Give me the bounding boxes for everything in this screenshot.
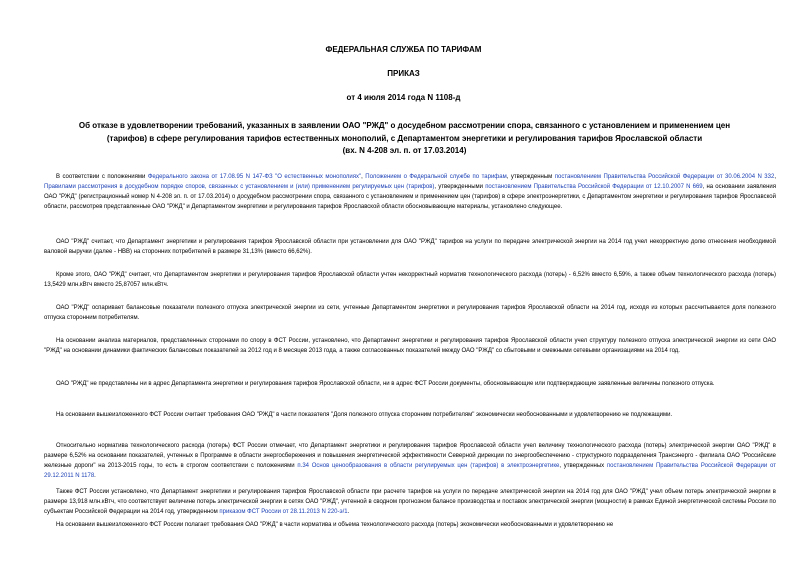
paragraph-losses-volume (44, 487, 776, 517)
paragraph-no-documents: ОАО "РЖД" не представлены ни в адрес Департамента энергетики и регулирования тарифов Ярославской области, ни в адрес ФСТ России документы, обосновывающие или подтверждающие заявленные величины полезного отпуска. (56, 381, 715, 387)
link-fst-order-220[interactable]: приказом ФСТ России от 28.11.2013 N 220-э/1 (219, 509, 348, 515)
text-run: . (347, 509, 350, 515)
text-run: , утвержденных (559, 463, 607, 469)
link-fst-regulation[interactable]: Положением о Федеральной службе по тарифам (365, 174, 507, 180)
link-government-decree-1178[interactable]: постановлением Правительства Российской Федерации от 29.12.2011 N 1178 (44, 463, 776, 479)
paragraph-rzd-disputes-balance: ОАО "РЖД" оспаривает балансовые показатели полезного отпуска электрической энергии из сети, учтенные Департаментом энергетики и регулирования тарифов Ярославской области на 2014 год, исходя из которых рассчитывается доля полезного отпуска сторонним потребителям. (44, 305, 776, 321)
paragraph-conclusion-share: На основании вышеизложенного ФСТ России считает требования ОАО "РЖД" в части показателя "Доля полезного отпуска сторонним потребителям" экономически необоснованными и удовлетворению не подлежащими. (56, 412, 673, 418)
link-government-decree-669[interactable]: постановлением Правительства Российской Федерации от 12.10.2007 N 669 (485, 184, 703, 190)
link-dispute-rules[interactable]: Правилами рассмотрения в досудебном порядке споров, связанных с установлением и (или) применением регулируемых цен (тарифов) (44, 184, 435, 190)
paragraph-conclusion-losses: На основании вышеизложенного ФСТ России полагает требования ОАО "РЖД" в части норматива и объема технологического расхода (потерь) экономически необоснованными и удовлетворению не (56, 522, 614, 528)
link-federal-law-147[interactable]: Федерального закона от 17.08.95 N 147-ФЗ "О естественных монополиях" (147, 174, 362, 180)
paragraph-legal-basis (44, 172, 776, 212)
paragraph-rzd-claim-losses: Кроме этого, ОАО "РЖД" считает, что Департаментом энергетики и регулирования тарифов Ярославской области учтен некорректный норматив технологического расхода (потерь) - 6,52% вместо 6,59%, а также объем технологического расхода (потерь) 13,5429 млн.кВтч вместо 25,87057 млн.кВтч. (44, 272, 776, 288)
text-run: , на основании заявления ОАО "РЖД" (регистрационный номер N 4-208 эл. п. от 17.03.2014) о досудебном рассмотрении спора, связанного с установлением и применением цен (тарифов) в сфере электроэнергетики, с Департаментом энергетики и регулирования тарифов Ярославской области, рассмотрев представленные ОАО "РЖД" и Департаментом энергетики и регулирования тарифов Ярославской области обосновывающие материалы, установлено следующее. (44, 184, 777, 210)
text-run: , (774, 174, 776, 180)
text-run: Относительно норматива технологического расхода (потерь) ФСТ России отмечает, что Департамент энергетики и регулирования тарифов Ярославской области учел величину технологического расхода (потерь) электрической энергии ОАО "РЖД" в размере 6,52% на основании показателей, учтенных в Программе в области энергосбережения и повышения энергетической эффективности Северной дирекции по энергообеспечению - структурного подразделения Трансэнерго - филиала ОАО "Российские железные дороги" на 2013-2015 годы, то есть в строгом соответствии с положениями (44, 443, 776, 469)
text-run: В соответствии с положениями (56, 174, 148, 180)
document-type: ПРИКАЗ (387, 69, 420, 78)
text-run: , утвержденным (506, 174, 555, 180)
text-run: , утвержденными (434, 184, 486, 190)
document-title (44, 120, 765, 158)
paragraph-analysis: На основании анализа материалов, представленных сторонами по спору в ФСТ России, установлено, что Департамент энергетики и регулирования тарифов Ярославской области учел структуру полезного отпуска электрической энергии из сети ОАО "РЖД" на основании динамики фактических балансовых показателей за 2012 год и 8 месяцев 2013 года, а также согласованных показателей между ОАО "РЖД" со сбытовыми и смежными сетевыми организациями на 2014 год. (44, 338, 776, 354)
paragraph-losses-norm (44, 441, 776, 481)
document-date-number: от 4 июля 2014 года N 1108-д (346, 93, 461, 102)
text-run: , (361, 174, 366, 180)
link-pricing-basics-p34[interactable]: п.34 Основ ценообразования в области регулируемых цен (тарифов) в электроэнергетике (297, 463, 560, 469)
link-government-decree-332[interactable]: постановлением Правительства Российской Федерации от 30.06.2004 N 332 (554, 174, 775, 180)
title-line-2: (тарифов) в сфере регулирования тарифов естественных монополий, с Департаментом энергетики и регулирования тарифов Ярославской области (106, 133, 703, 143)
title-line-3: (вх. N 4-208 эл. п. от 17.03.2014) (342, 146, 467, 155)
paragraph-rzd-claim-share: ОАО "РЖД" считает, что Департамент энергетики и регулирования тарифов Ярославской области при установлении для ОАО "РЖД" тарифов на услуги по передаче электрической энергии на 2014 год учел некорректную долю отнесения необходимой валовой выручки (далее - НВВ) на сторонних потребителей в размере 31,13% (вместо 66,62%). (44, 239, 776, 255)
agency-name: ФЕДЕРАЛЬНАЯ СЛУЖБА ПО ТАРИФАМ (325, 45, 482, 54)
title-line-1: Об отказе в удовлетворении требований, указанных в заявлении ОАО "РЖД" о досудебном рассмотрении спора, связанного с установлением и применением цен (78, 121, 731, 130)
text-run: . (94, 473, 96, 479)
text-run: Также ФСТ России установлено, что Департамент энергетики и регулирования тарифов Ярославской области при расчете тарифов на услуги по передаче электрической энергии на 2014 год для ОАО "РЖД" учел объем потерь электрической энергии в размере 13,918 млн.кВтч, что соответствует величине потерь электрической энергии в сетях ОАО "РЖД", учтенной в сводном прогнозном балансе производства и поставок электрической энергии (мощности) в рамках Единой энергетической системы России по субъектам Российской Федерации на 2014 год, утвержденном (44, 489, 776, 515)
